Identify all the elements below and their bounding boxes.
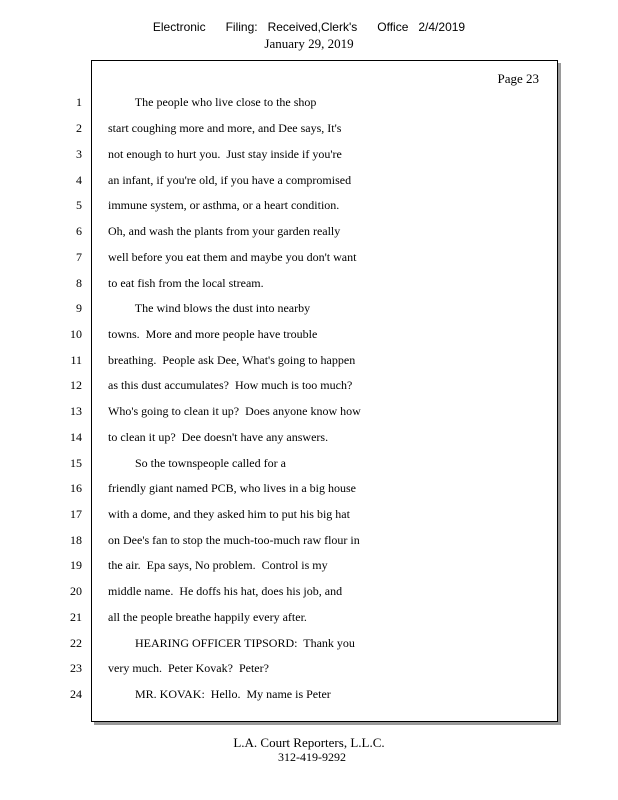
line-number: 18 (70, 533, 82, 547)
transcript-line: with a dome, and they asked him to put his big hat (108, 507, 350, 521)
line-number: 6 (76, 224, 82, 238)
line-number: 10 (70, 327, 82, 341)
transcript-line: immune system, or asthma, or a heart condition. (108, 198, 340, 212)
transcript-line: friendly giant named PCB, who lives in a big house (108, 481, 356, 495)
transcript-line: to eat fish from the local stream. (108, 276, 264, 290)
transcript-line: on Dee's fan to stop the much-too-much raw flour in (108, 533, 360, 547)
line-number: 5 (76, 198, 82, 212)
line-number: 4 (76, 173, 82, 187)
line-number: 8 (76, 276, 82, 290)
line-number: 20 (70, 584, 82, 598)
line-number: 1 (76, 95, 82, 109)
transcript-line: So the townspeople called for a (108, 456, 286, 470)
line-number: 9 (76, 301, 82, 315)
hearing-date: January 29, 2019 (264, 36, 354, 51)
line-number: 14 (70, 430, 82, 444)
line-number: 23 (70, 661, 82, 675)
line-number: 21 (70, 610, 82, 624)
transcript-line: The wind blows the dust into nearby (108, 301, 311, 315)
line-number: 7 (76, 250, 82, 264)
transcript-line: as this dust accumulates? How much is too much? (108, 378, 353, 392)
line-number: 3 (76, 147, 82, 161)
transcript-line: not enough to hurt you. Just stay inside if you're (108, 147, 342, 161)
transcript-line: MR. KOVAK: Hello. My name is Peter (108, 687, 331, 701)
court-reporter-name: L.A. Court Reporters, L.L.C. (233, 735, 385, 750)
line-number: 22 (70, 636, 82, 650)
line-number: 2 (76, 121, 82, 135)
line-number: 24 (70, 687, 82, 701)
transcript-line: Who's going to clean it up? Does anyone know how (108, 404, 361, 418)
transcript-line: well before you eat them and maybe you don't want (108, 250, 357, 264)
line-number: 19 (70, 558, 82, 572)
transcript-line: middle name. He doffs his hat, does his job, and (108, 584, 343, 598)
transcript-line: towns. More and more people have trouble (108, 327, 318, 341)
transcript-line: the air. Epa says, No problem. Control is my (108, 558, 328, 572)
transcript-line: start coughing more and more, and Dee says, It's (108, 121, 342, 135)
transcript-line: Oh, and wash the plants from your garden really (108, 224, 341, 238)
line-number: 16 (70, 481, 82, 495)
filing-stamp: Electronic Filing: Received,Clerk's Office 2/4/2019 (152, 20, 466, 34)
line-number: 12 (70, 378, 82, 392)
transcript-line: very much. Peter Kovak? Peter? (108, 661, 269, 675)
court-reporter-phone: 312-419-9292 (278, 750, 346, 764)
line-number: 13 (70, 404, 82, 418)
line-number: 17 (70, 507, 82, 521)
line-number: 11 (70, 353, 82, 367)
transcript-line: breathing. People ask Dee, What's going to happen (108, 353, 356, 367)
page-number: Page 23 (497, 71, 539, 86)
transcript-line: an infant, if you're old, if you have a compromised (108, 173, 352, 187)
transcript-line: all the people breathe happily every after. (108, 610, 307, 624)
transcript-line: The people who live close to the shop (108, 95, 317, 109)
line-number: 15 (70, 456, 82, 470)
transcript-line: HEARING OFFICER TIPSORD: Thank you (108, 636, 355, 650)
transcript-line: to clean it up? Dee doesn't have any answers. (108, 430, 329, 444)
line-number-column (0, 0, 84, 800)
